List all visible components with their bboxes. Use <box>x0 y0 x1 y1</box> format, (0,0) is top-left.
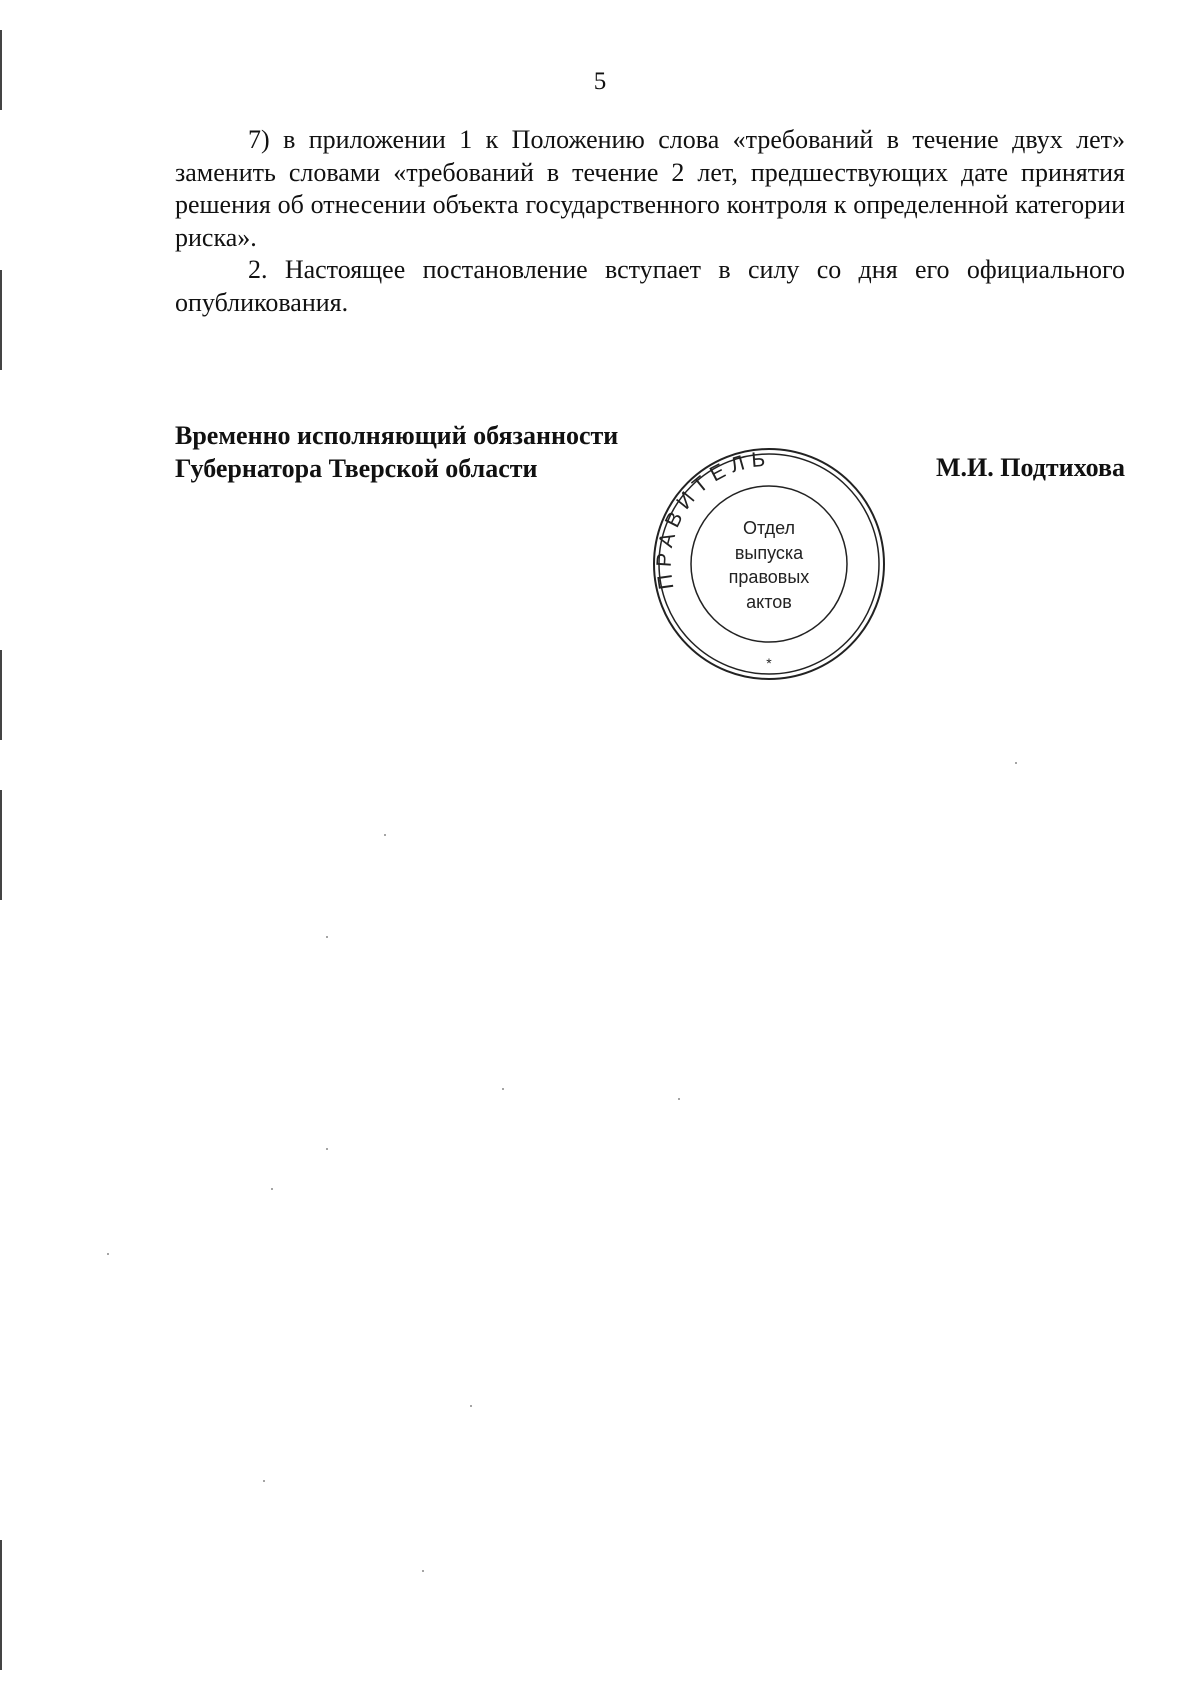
stamp-center-line: выпуска <box>734 542 804 563</box>
signatory-title-line: Временно исполняющий обязанности <box>175 421 619 450</box>
scan-edge-mark <box>0 790 2 900</box>
signatory-name: М.И. Подтихова <box>935 453 1125 482</box>
scan-speck <box>678 1098 680 1100</box>
scan-speck <box>470 1405 472 1407</box>
paragraph-amendment-7: 7) в приложении 1 к Положению слова «требований в течение двух лет» заменить словами «требований в течение 2 лет, предшествующих дате принятия решения об отнесении объекта государственного контроля к определенной категории риска». <box>175 125 1125 252</box>
official-stamp <box>651 446 887 682</box>
scan-speck <box>502 1088 504 1090</box>
stamp-center-line: актов <box>746 591 792 612</box>
stamp-center-text <box>651 516 887 614</box>
scan-speck <box>326 936 328 938</box>
document-body <box>175 124 1125 319</box>
scan-speck <box>1015 762 1017 764</box>
stamp-center-line: правовых <box>728 567 810 587</box>
scan-speck <box>263 1480 265 1482</box>
page-number: 5 <box>593 68 607 95</box>
scan-speck <box>107 1253 109 1255</box>
scan-speck <box>271 1188 273 1190</box>
stamp-ring-text: ПРАВИТЕЛЬ <box>652 447 772 591</box>
scan-speck <box>326 1148 328 1150</box>
scan-speck <box>384 834 386 836</box>
scan-edge-mark <box>0 650 2 740</box>
stamp-center-line: Отдел <box>742 518 796 538</box>
paragraph-effective-date: 2. Настоящее постановление вступает в силу со дня его официального опубликования. <box>175 255 1125 317</box>
signatory-title-line: Губернатора Тверской области <box>175 453 538 483</box>
signatory-title <box>175 420 618 485</box>
scan-edge-mark <box>0 1540 2 1670</box>
scan-speck <box>422 1570 424 1572</box>
stamp-star: * <box>766 655 772 671</box>
scan-edge-mark <box>0 270 2 370</box>
